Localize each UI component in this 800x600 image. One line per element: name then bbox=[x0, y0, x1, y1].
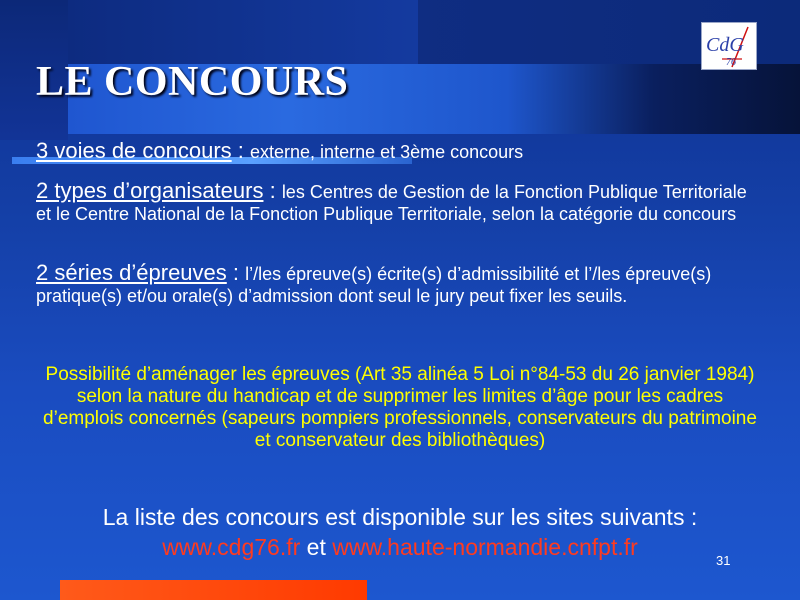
item-epreuves bbox=[36, 262, 766, 307]
item-voies-separator: : bbox=[231, 138, 251, 163]
list-intro: La liste des concours est disponible sur les sites suivants : bbox=[102, 504, 698, 530]
item-organisateurs-body: les Centres de Gestion de la Fonction Publique Territoriale et le Centre National de la Fonction Publique Territoriale, selon la catégorie du concours bbox=[36, 182, 747, 224]
slide-title: LE CONCOURS bbox=[36, 59, 349, 105]
cdg76-logo bbox=[701, 22, 757, 70]
handicap-note: Possibilité d’aménager les épreuves (Art 35 alinéa 5 Loi n°84-53 du 26 janvier 1984) selon la nature du handicap et de supprimer les limites d’âge pour les cadres d’emplois concernés (sapeurs pompiers professionnels, conservateurs du patrimoine et conservateur des bibliothèques) bbox=[43, 364, 757, 451]
item-epreuves-separator: : bbox=[226, 260, 246, 285]
page-number: 31 bbox=[716, 553, 731, 568]
item-organisateurs-heading: 2 types d’organisateurs bbox=[36, 178, 264, 203]
item-voies-heading: 3 voies de concours bbox=[36, 138, 232, 163]
item-voies bbox=[36, 140, 766, 163]
logo-text: CdG bbox=[706, 34, 744, 56]
item-organisateurs bbox=[36, 180, 766, 225]
concours-list-info bbox=[20, 502, 780, 562]
link-cdg76[interactable]: www.cdg76.fr bbox=[162, 534, 301, 560]
link-separator: et bbox=[300, 534, 333, 560]
item-organisateurs-separator: : bbox=[263, 178, 282, 203]
item-voies-body: externe, interne et 3ème concours bbox=[250, 142, 524, 162]
item-epreuves-heading: 2 séries d’épreuves bbox=[36, 260, 227, 285]
cdg76-logo-graphic bbox=[702, 23, 758, 71]
link-cnfpt[interactable]: www.haute-normandie.cnfpt.fr bbox=[332, 534, 638, 560]
item-epreuves-body: l’/les épreuve(s) écrite(s) d’admissibilité et l’/les épreuve(s) pratique(s) et/ou orale(s) d’admission dont seul le jury peut fixer les seuils. bbox=[36, 264, 712, 306]
logo-number: 76 bbox=[726, 57, 736, 68]
decorative-orange-bar bbox=[60, 580, 367, 600]
background-top-block bbox=[68, 0, 418, 64]
